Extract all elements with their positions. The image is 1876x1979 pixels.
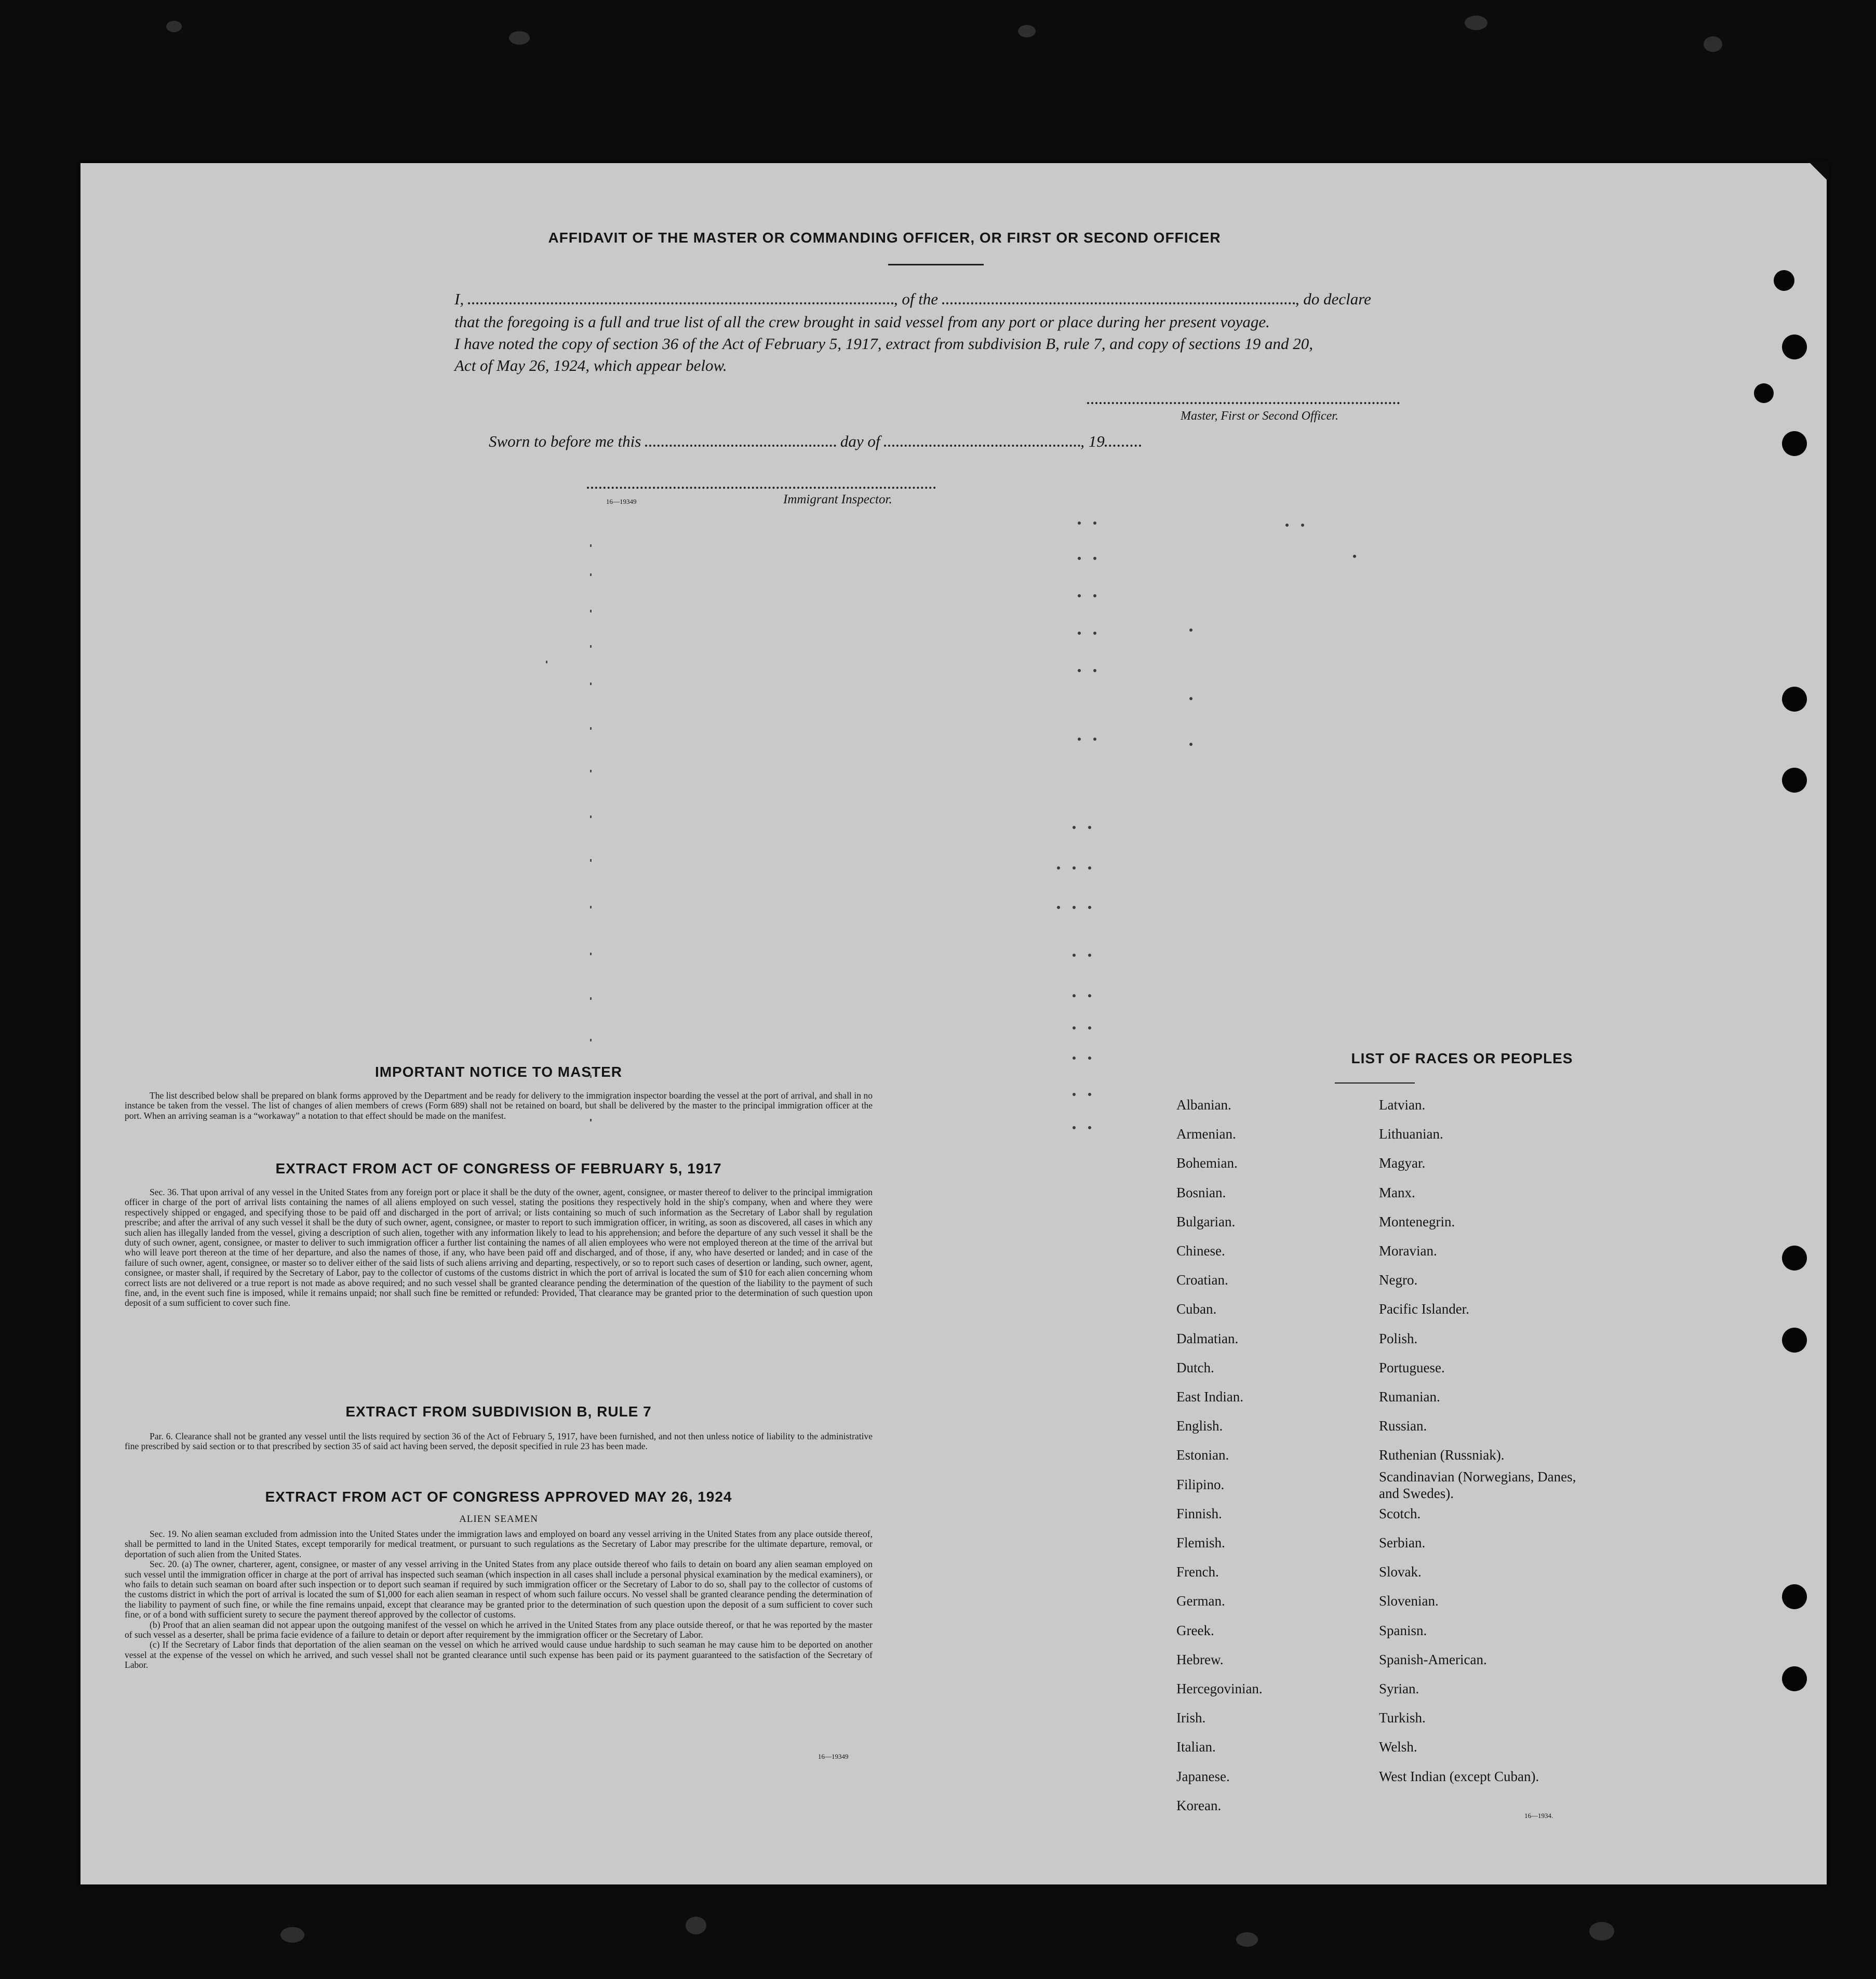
bleed-dot [1088,994,1091,997]
bleed-dot [1078,594,1081,597]
bleed-dot [1189,697,1192,700]
bleed-dot [1088,1026,1091,1029]
bleed-mark [590,1039,592,1041]
bleed-mark [590,859,592,862]
notice-title: IMPORTANT NOTICE TO MASTER [374,1064,623,1080]
binder-hole [1754,383,1774,403]
race-item: Dalmatian. [1176,1330,1239,1346]
bleed-dot [1093,738,1096,741]
form-number-bottom-left: 16—19349 [818,1753,849,1760]
bleed-dot [1078,738,1081,741]
bleed-dot [1093,632,1096,635]
bleed-dot [1285,524,1289,527]
title-rule [888,264,984,265]
affidavit-line-1 [454,290,1418,309]
bleed-dot [1073,954,1076,957]
bleed-dot [1093,522,1096,525]
folded-corner [1808,161,1829,182]
sworn-month-field[interactable] [884,445,1080,447]
sec20b-paragraph: (b) Proof that an alien seaman did not appear upon the outgoing manifest of the vessel on which he arrived in the United States from any place outside thereof, or that he was reported by the master of such vessel as a deserter, shall be prima facie evidence of a failure to detain or deport after requirement by the immigration officer or the Secretary of Labor. [125,1619,873,1640]
race-item: Irish. [1176,1710,1206,1726]
race-item: Bulgarian. [1176,1213,1236,1229]
race-item: Spanish-American. [1379,1651,1487,1667]
bleed-dot [1088,1126,1091,1129]
scan-speck [1465,16,1488,30]
vessel-name-field[interactable] [942,302,1295,304]
bleed-mark [590,997,592,1000]
sworn-prefix: Sworn to before me this [489,432,641,450]
sec20a-paragraph: Sec. 20. (a) The owner, charterer, agent, consignee, or master of any vessel arriving in the United States from any place outside thereof who fails to detain on board any alien seaman employed on such vessel until the immigration officer in charge at the port of arrival has inspected such seaman (which inspection in all cases shall include a personal physical examination by the medical examiners), or who fails to detain such seaman on board after such inspection or to deport such seaman if required by such immigration officer or the Secretary of Labor to do so, shall pay to the collector of customs of the customs district in which the port of arrival is located the sum of $1,000 for each alien seaman in respect of whom such failure occurs. No vessel shall be granted clearance pending the determination of the liability to payment of such fine, or while the fine remains unpaid, except that clearance may be granted prior to the determination of such question upon the deposit of a sum sufficient to cover such fine, or of a bond with sufficient surety to secure the payment thereof approved by the collector of customs. [125,1559,873,1620]
bleed-dot [1301,524,1304,527]
race-item: Russian. [1379,1418,1427,1434]
binder-hole [1782,1328,1807,1353]
race-item: French. [1176,1564,1219,1580]
race-item: East Indian. [1176,1389,1243,1405]
binder-hole [1782,1584,1807,1609]
sec20c-paragraph: (c) If the Secretary of Labor finds that deportation of the alien seaman on the vessel on which he arrived would cause undue hardship to such seaman he may cause him to be deported on another vessel at the expense of the vessel on which he arrived, and such vessel shall not be granted clearance until such expense has been paid or its payment guaranteed to the satisfaction of the Secretary of Labor. [125,1639,873,1670]
bleed-mark [590,953,592,955]
race-item: Bohemian. [1176,1155,1238,1171]
notice-paragraph: The list described below shall be prepared on blank forms approved by the Department and be ready for delivery to the immigration inspector boarding the vessel at the port of arrival, and shall in no instance be taken from the vessel. The list of changes of alien members of crews (Form 689) shall not be retained on board, but shall be delivered by the master to the principal immigration officer at the port. When an arriving seaman is a “workaway” a notation to that effect should be made on the manifest. [125,1090,873,1121]
affidavit-line-2: that the foregoing is a full and true list of all the crew brought in said vessel from any port or place during her present voyage. [454,313,1270,331]
extract-1917-text [125,1187,873,1308]
race-item: Spanisn. [1379,1622,1427,1638]
bleed-dot [1078,669,1081,672]
master-caption: Master, First or Second Officer. [1181,409,1338,423]
race-item: Hercegovinian. [1176,1681,1263,1696]
binder-hole [1774,270,1794,291]
bleed-dot [1093,557,1096,560]
race-item: Magyar. [1379,1155,1426,1171]
race-item: Montenegrin. [1379,1213,1455,1229]
scan-speck [1704,36,1722,52]
bleed-dot [1078,632,1081,635]
bleed-mark [590,573,592,576]
race-item: Slovak. [1379,1564,1422,1580]
affidavit-title: AFFIDAVIT OF THE MASTER OR COMMANDING OFFICER, OR FIRST OR SECOND OFFICER [548,230,1221,246]
race-item: Welsh. [1379,1739,1417,1755]
races-title: LIST OF RACES OR PEOPLES [1351,1050,1573,1066]
binder-hole [1782,1666,1807,1691]
race-item: Flemish. [1176,1535,1225,1550]
bleed-dot [1088,954,1091,957]
sworn-day-field[interactable] [645,445,836,447]
bleed-dot [1057,866,1060,870]
bleed-mark [590,683,592,685]
bleed-dot [1073,1026,1076,1029]
master-signature-field[interactable] [1087,402,1400,404]
form-number-bottom-right: 16—1934. [1524,1812,1553,1820]
race-item: Cuban. [1176,1301,1217,1317]
race-item: English. [1176,1418,1223,1434]
scan-speck [166,21,182,32]
race-item: Moravian. [1379,1243,1437,1259]
binder-hole [1782,335,1807,359]
race-item: West Indian (except Cuban). [1379,1768,1539,1784]
declare-suffix: , do declare [1295,290,1371,308]
par6-paragraph: Par. 6. Clearance shall not be granted any vessel until the lists required by section 36 of the Act of February 5, 1917, have been furnished, and not then unless notice of liability to the administrative fine prescribed by said section or to that prescribed by section 35 of said act having been served, the deposit specified in rule 23 has been made. [125,1431,873,1452]
year-prefix: , 19 [1080,432,1105,450]
day-of-label: day of [840,432,880,450]
binder-hole [1782,1246,1807,1271]
race-item: Negro. [1379,1272,1418,1288]
race-item: Finnish. [1176,1505,1222,1521]
bleed-dot [1073,906,1076,909]
rule7-text [125,1432,873,1452]
race-item: Greek. [1176,1622,1214,1638]
extract-1924-title: EXTRACT FROM ACT OF CONGRESS APPROVED MAY 26, 1924 [265,1489,732,1505]
declarant-name-field[interactable] [468,302,894,304]
alien-seamen-subtitle: ALIEN SEAMEN [459,1514,538,1525]
bleed-mark [590,727,592,730]
extract-1924-text [125,1529,873,1670]
bleed-dot [1189,743,1192,746]
race-item: Armenian. [1176,1126,1236,1142]
sworn-line [489,432,1141,451]
race-item: Polish. [1379,1330,1418,1346]
affidavit-line-4: Act of May 26, 1924, which appear below. [454,356,727,375]
form-number-top: 16—19349 [606,498,637,505]
bleed-dot [1088,826,1091,829]
race-item: Chinese. [1176,1243,1225,1259]
race-item: Pacific Islander. [1379,1301,1469,1317]
scan-speck [1018,25,1036,37]
binder-hole [1782,687,1807,712]
scan-speck [509,31,530,45]
bleed-dot [1073,1126,1076,1129]
notice-text [125,1091,873,1121]
sec19-paragraph: Sec. 19. No alien seaman excluded from admission into the United States under the immigration laws and employed on board any vessel arriving in the United States from any place outside thereof, shall be permitted to land in the United States, except temporarily for medical treatment, or pursuant to such regulations as the Secretary of Labor may prescribe for the ultimate departure, removal, or deportation of such alien from the United States. [125,1529,873,1559]
bleed-mark [590,770,592,772]
race-item: Latvian. [1379,1097,1426,1113]
bleed-dot [1078,557,1081,560]
bleed-dot [1088,1093,1091,1096]
bleed-mark [590,815,592,818]
race-item: Portuguese. [1379,1359,1445,1375]
race-item: Croatian. [1176,1272,1228,1288]
race-item: Italian. [1176,1739,1216,1755]
sec36-paragraph: Sec. 36. That upon arrival of any vessel in the United States from any foreign port or place it shall be the duty of the owner, agent, consignee, or master thereof to deliver to the principal immigration officer in charge of the port of arrival lists containing the names of all aliens employed on such vessel, stating the positions they respectively hold in the ship's company, when and where they were respectively shipped or engaged, and specifying those to be paid off and discharged in the port of arrival; or lists containing so much of such information as the Secretary of Labor shall by regulation prescribe; and after the arrival of any such vessel it shall be the duty of such owner, agent, consignee, or master to report to such immigration officer, in writing, as soon as discovered, all cases in which any such alien has illegally landed from the vessel, giving a description of such alien, together with any information likely to lead to his apprehension; and before the departure of any such vessel it shall be the duty of such owner, agent, consignee, or master to deliver to such immigration officer a further list containing the names of all alien employees who were not employed thereon at the time of the arrival but who will leave port thereon at the time of her departure, and also the names of those, if any, who have been paid off and discharged, and of those, if any, who have deserted or landed; and in case of the failure of such owner, agent, consignee, or master so to deliver either of the said lists of such aliens arriving and departing, respectively, or so to report such cases of desertion or landing, such owner, agent, consignee, or master shall, if required by the Secretary of Labor, pay to the collector of customs of the customs district in which the port of arrival is located the sum of $10 for each alien concerning whom correct lists are not delivered or a true report is not made as above required; and no such vessel shall be granted clearance pending the determination of the question of the liability to the payment of such fine, and, in the event such fine is imposed, while it remains unpaid; nor shall such fine be remitted or refunded: Provided, That clearance may be granted prior to the determination of such question upon deposit of a sum sufficient to cover such fine. [125,1187,873,1308]
bleed-mark [590,906,592,908]
race-item: Japanese. [1176,1768,1230,1784]
race-item: Ruthenian (Russniak). [1379,1447,1505,1463]
bleed-dot [1093,669,1096,672]
bleed-dot [1073,1093,1076,1096]
race-item: Bosnian. [1176,1184,1226,1200]
vessel-prefix: , of the [893,290,939,308]
scan-speck [686,1917,706,1934]
race-item: Hebrew. [1176,1651,1224,1667]
sworn-year-field[interactable] [1105,445,1141,447]
document-sheet [81,163,1827,1884]
race-item: Serbian. [1379,1535,1426,1550]
bleed-dot [1073,1057,1076,1060]
bleed-dot [1088,866,1091,870]
bleed-dot [1057,906,1060,909]
inspector-caption: Immigrant Inspector. [783,492,892,506]
race-item: Turkish. [1379,1710,1426,1726]
declarant-prefix: I, [454,290,464,308]
scan-speck [1589,1922,1614,1941]
affidavit-line-3: I have noted the copy of section 36 of the Act of February 5, 1917, extract from subdivision B, rule 7, and copy of sections 19 and 20, [454,335,1314,353]
race-item: Scandinavian (Norwegians, Danes, and Swedes). [1379,1468,1576,1501]
race-item: Estonian. [1176,1447,1229,1463]
bleed-mark [590,610,592,612]
race-item: Filipino. [1176,1476,1225,1492]
extract-1917-title: EXTRACT FROM ACT OF CONGRESS OF FEBRUARY 5, 1917 [275,1160,722,1176]
race-item: German. [1176,1593,1225,1609]
bleed-mark [590,645,592,648]
bleed-dot [1088,906,1091,909]
race-item: Albanian. [1176,1097,1231,1113]
bleed-mark [590,544,592,547]
race-item: Korean. [1176,1797,1222,1813]
bleed-dot [1073,826,1076,829]
scan-speck [280,1927,304,1943]
bleed-dot [1353,555,1356,558]
bleed-dot [1093,594,1096,597]
inspector-signature-field[interactable] [587,487,936,489]
race-item: Dutch. [1176,1359,1214,1375]
scan-speck [1236,1932,1258,1947]
binder-hole [1782,431,1807,456]
bleed-dot [1078,522,1081,525]
race-item: Rumanian. [1379,1389,1440,1405]
race-item: Lithuanian. [1379,1126,1443,1142]
race-item: Slovenian. [1379,1593,1439,1609]
bleed-dot [1189,629,1192,632]
races-title-rule [1335,1082,1415,1084]
race-item: Syrian. [1379,1681,1419,1696]
rule7-title: EXTRACT FROM SUBDIVISION B, RULE 7 [345,1403,652,1420]
race-item: Manx. [1379,1184,1415,1200]
bleed-dot [1073,994,1076,997]
bleed-mark [546,661,547,663]
bleed-dot [1073,866,1076,870]
binder-hole [1782,768,1807,793]
race-item: Scotch. [1379,1505,1421,1521]
bleed-dot [1088,1057,1091,1060]
